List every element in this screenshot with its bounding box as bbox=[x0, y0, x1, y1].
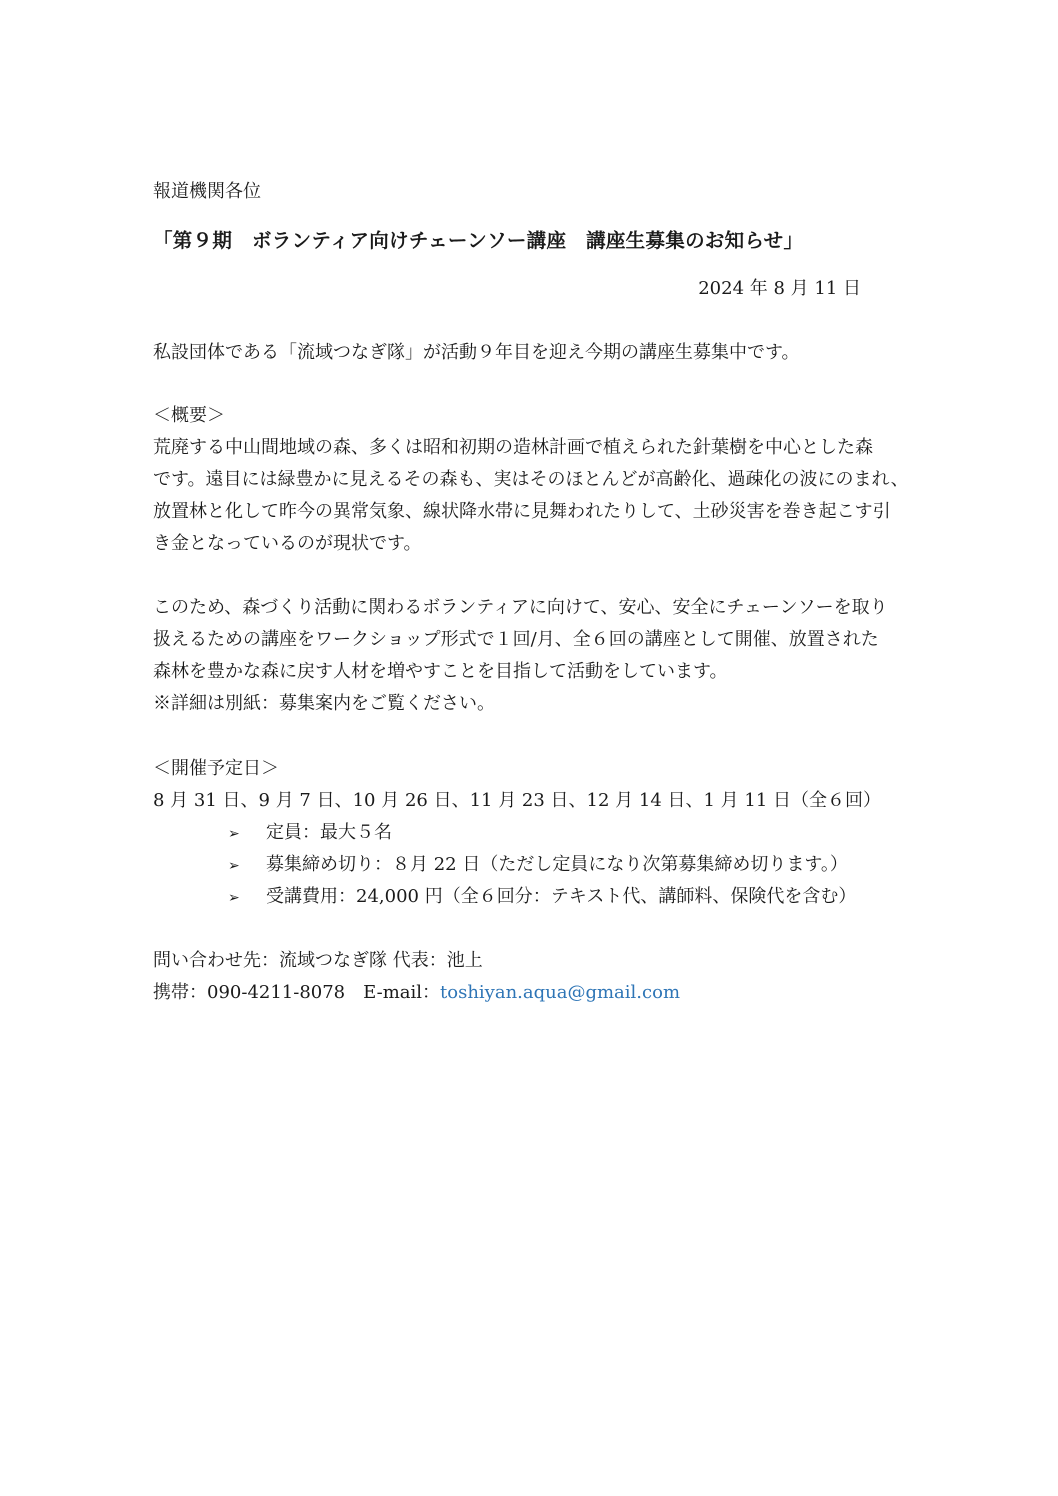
overview-heading: ＜概要＞ bbox=[153, 405, 225, 426]
purpose-line: 森林を豊かな森に戻す人材を増やすことを目指して活動をしています。 bbox=[153, 661, 728, 682]
purpose-line: このため、森づくり活動に関わるボランティアに向けて、安心、安全にチェーンソーを取り bbox=[153, 597, 888, 618]
contact-phone-email bbox=[153, 982, 680, 1004]
schedule-heading: ＜開催予定日＞ bbox=[153, 758, 279, 779]
phone-label: 携帯：090-4211-8078 E-mail： bbox=[153, 982, 441, 1003]
issue-date: 2024 年 8 月 11 日 bbox=[698, 278, 861, 299]
overview-line: です。遠目には緑豊かに見えるその森も、実はそのほとんどが高齢化、過疎化の波にのまれ、 bbox=[153, 469, 909, 490]
arrow-bullet-icon: ➢ bbox=[228, 890, 240, 906]
arrow-bullet-icon: ➢ bbox=[228, 826, 240, 842]
schedule-item-text: 定員：最大５名 bbox=[266, 822, 392, 843]
purpose-line: 扱えるための講座をワークショップ形式で１回/月、全６回の講座として開催、放置された bbox=[153, 629, 879, 650]
overview-line: き金となっているのが現状です。 bbox=[153, 533, 422, 554]
schedule-dates: 8 月 31 日、9 月 7 日、10 月 26 日、11 月 23 日、12 月 14 日、1 月 11 日（全６回） bbox=[153, 790, 882, 811]
arrow-bullet-icon: ➢ bbox=[228, 858, 240, 874]
overview-line: 荒廃する中山間地域の森、多くは昭和初期の造林計画で植えられた針葉樹を中心とした森 bbox=[153, 437, 873, 458]
document-title: 「第９期 ボランティア向けチェーンソー講座 講座生募集のお知らせ」 bbox=[153, 229, 804, 252]
email-link[interactable]: toshiyan.aqua@gmail.com bbox=[440, 982, 681, 1003]
details-note: ※詳細は別紙：募集案内をご覧ください。 bbox=[153, 693, 495, 714]
intro-text: 私設団体である「流域つなぎ隊」が活動９年目を迎え今期の講座生募集中です。 bbox=[153, 342, 800, 363]
addressee: 報道機関各位 bbox=[153, 181, 261, 202]
schedule-item-deadline bbox=[228, 854, 848, 877]
contact-line: 問い合わせ先：流域つなぎ隊 代表：池上 bbox=[153, 950, 483, 971]
schedule-item-text: 募集締め切り：８月 22 日（ただし定員になり次第募集締め切ります。） bbox=[266, 854, 848, 875]
overview-line: 放置林と化して昨今の異常気象、線状降水帯に見舞われたりして、土砂災害を巻き起こす引 bbox=[153, 501, 891, 522]
schedule-item-text: 受講費用：24,000 円（全６回分：テキスト代、講師料、保険代を含む） bbox=[266, 886, 857, 907]
schedule-item-capacity bbox=[228, 822, 392, 845]
schedule-item-fee bbox=[228, 886, 856, 909]
